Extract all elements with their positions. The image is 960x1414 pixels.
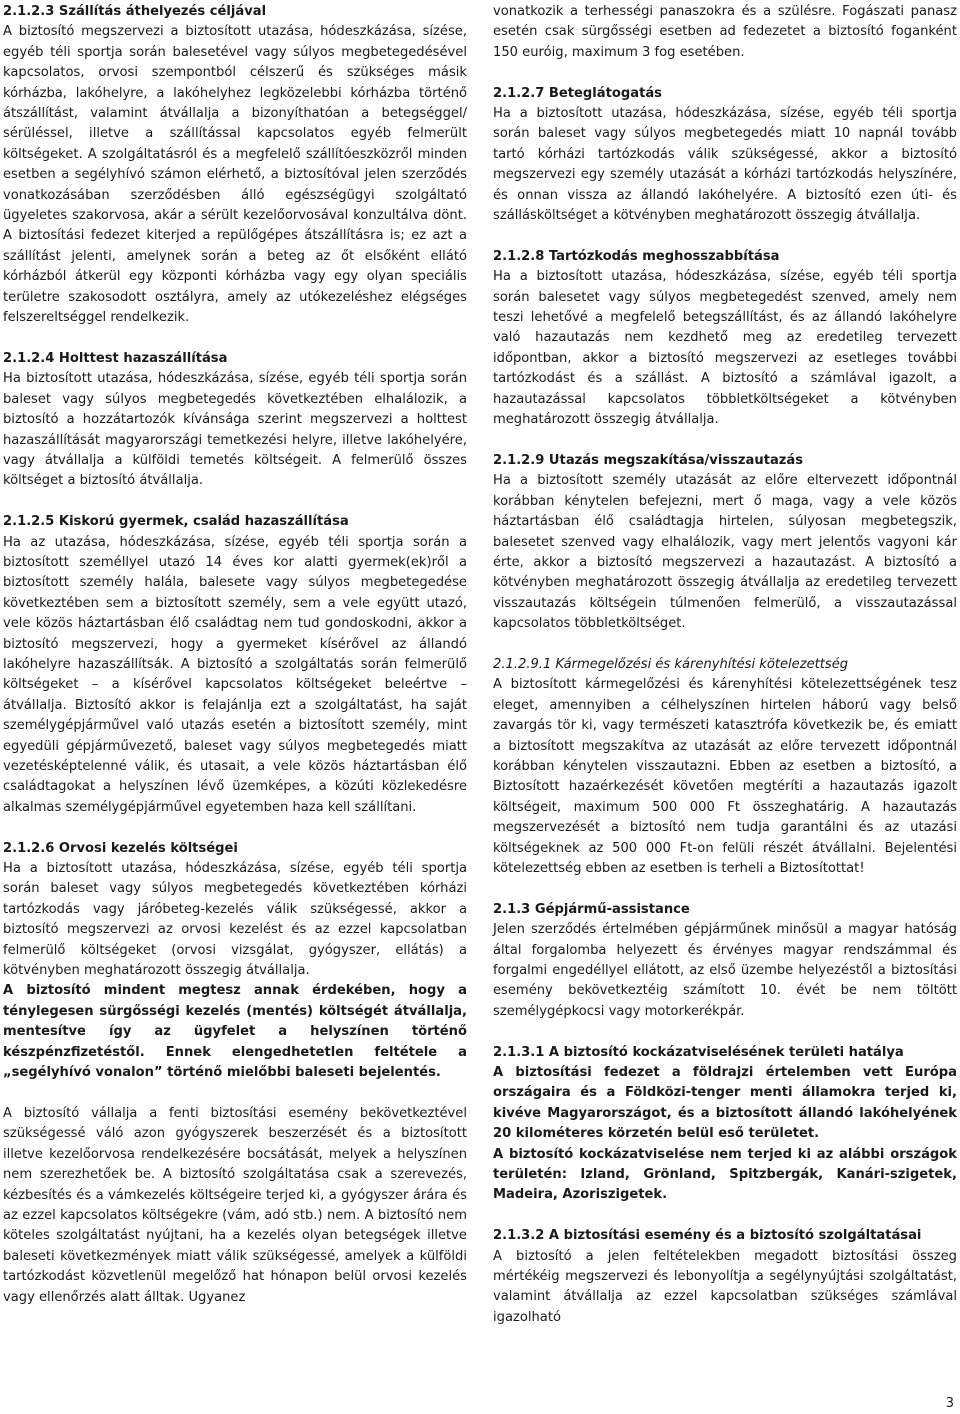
bold-notice: A biztosító mindent megtesz annak érdekében, hogy a ténylegesen sürgősségi kezelés (mentés) költségét átvállalja, mentesítve így az ügyfelet a helyszínen történő készpénzfizetéstől. Ennek elengedhetetlen feltétele a „segélyhívó vonalon” történő mielőbbi baleseti bejelentés. — [3, 983, 467, 1081]
section-2-1-2-9-1 — [493, 655, 957, 879]
section-2-1-2-3 — [3, 2, 467, 329]
section-2-1-3-1 — [493, 1043, 957, 1206]
section-paragraph: Ha a biztosított utazása, hódeszkázása, sízése, egyéb téli sportja során balesetet vagy súlyos megbetegedést szenved, amely nem teszi lehetővé a megfelelő betegszállítást, és az állandó lakóhelyre való hazautazás nem kezdhető meg az eredetileg tervezett időpontban, akkor a biztosító megszervezi az esetleges további tartózkodást és a szállást. A biztosító a számlával igazolt, a hazautazással kapcsolatos többletköltségeket a kötvényben meghatározott összegig átvállalja. — [493, 269, 957, 428]
section-paragraph: A biztosító a jelen feltételekben megadott biztosítási összeg mértékéig megszervezi és lebonyolítja a segélynyújtási szolgáltatást, valamint átvállalja az ezzel kapcsolatban szükséges számlával igazolható — [493, 1248, 957, 1325]
section-heading: 2.1.3.2 A biztosítási esemény és a biztosító szolgáltatásai — [493, 1228, 922, 1244]
section-heading: 2.1.2.6 Orvosi kezelés költségei — [3, 840, 238, 856]
section-2-1-2-9 — [493, 451, 957, 635]
section-heading: 2.1.2.5 Kiskorú gyermek, család hazaszállítása — [3, 514, 349, 530]
section-paragraph: Ha biztosított utazása, hódeszkázása, sízése, egyéb téli sportja során baleset vagy súlyos megbetegedés következtében elhalálozik, a biztosító a hozzátartozók kívánsága szerint megszervezi a holttest hazaszállítását magyarországi temetkezési helyre, illetve lakóhelyére, vagy átvállalja a külföldi temetés költségeit. A felmerülő összes költséget a biztosító átvállalja. — [3, 371, 467, 489]
continued-paragraph: vonatkozik a terhességi panaszokra és a szülésre. Fogászati panasz esetén csak sürgősségi esetben ad fedezetet a biztosító foganként 150 euróig, maximum 3 fog esetében. — [493, 4, 957, 60]
section-paragraph: Ha az utazása, hódeszkázása, sízése, egyéb téli sportja során a biztosított személlyel utazó 14 éves kor alatti gyermek(ek)ről a biztosított személy halála, balesete vagy súlyos megbetegedése következtében sem a biztosított személy, sem a vele együtt utazó, vele közös háztartásban élő családtag nem tud gondoskodni, akkor a biztosító megszervezi, hogy a gyermeket kísérővel az állandó lakóhelyre hazaszállítsák. A biztosító a szolgáltatás során felmerülő költségeket – a kísérővel kapcsolatos költségeket beleértve – átvállalja. Biztosító akkor is felajánlja ezt a szolgáltatást, ha saját személygépjárművel való utazás esetén a biztosított személy, mint egyedüli gépjárművezető, baleset vagy súlyos megbetegedés miatt vezetésképtelenné válik, és utasait, a vele közös háztartásban élő családtagokat a helyszínen lévő üzemképes, a közúti közlekedésre alkalmas személygépjárművel egyetemben haza kell szállítani. — [3, 534, 467, 815]
section-2-1-2-8 — [493, 247, 957, 431]
section-heading: 2.1.3.1 A biztosító kockázatviselésének területi hatálya — [493, 1044, 904, 1060]
section-2-1-2-6 — [3, 839, 467, 1308]
section-2-1-3 — [493, 900, 957, 1022]
section-paragraph: A biztosító megszervezi a biztosított utazása, hódeszkázása, sízése, egyéb téli sportja során balesetével vagy súlyos megbetegedésével kapcsolatos, orvosi szempontból célszerű és szükséges másik kórházba, lakóhelyre, a lakóhelyhez legközelebbi kórházba történő átszállítást, valamint átvállalja a bizonyíthatóan a betegséggel/ sérüléssel, illetve a szállítással kapcsolatos egyéb felmerült költségeket. A szolgáltatásról és a megfelelő szállítóeszközről minden esetben a segélyhívó számon elérhető, a biztosítóval jelen szerződés vonatkozásában szerződésben álló egészségügyi szolgáltató ügyeletes szakorvosa, akár a sérült kezelőorvosával konzultálva dönt. A biztosítási fedezet kiterjed a repülőgépes átszállításra is; ez azt a szállítást jelenti, amelynek során a beteg az őt elsőként ellátó kórházból átkerül egy központi kórházba vagy egy olyan speciális területre szakosodott osztályra, amely az utókezeléshez elégséges felszereltséggel rendelkezik. — [3, 24, 467, 326]
section-paragraph: A biztosított kármegelőzési és kárenyhítési kötelezettségének tesz eleget, amennyiben a célhelyszínen hirtelen háború vagy belső zavargás tör ki, vagy természeti katasztrófa következik be, és emiatt a biztosított megszakítva az utazását az előre tervezett időpontnál korábban kénytelen visszautazni. Ebben az esetben a biztosító, a Biztosított hazaérkezését követően megtéríti a hazautazás igazolt költségeit, maximum 500 000 Ft összeghatárig. A hazautazás megszervezését a biztosító nem tudja garantálni és az utazási költségeknek az 500 000 Ft-on felüli részét átvállalni. Bejelentési kötelezettség ebben az esetben is terheli a Biztosítottat! — [493, 677, 957, 876]
section-2-1-3-2 — [493, 1226, 957, 1328]
section-heading: 2.1.2.8 Tartózkodás meghosszabbítása — [493, 248, 780, 264]
section-2-1-2-7 — [493, 84, 957, 227]
bold-paragraph: A biztosítási fedezet a földrajzi értelemben vett Európa országaira és a Földközi-tenger menti államokra terjed ki, kivéve Magyarországot, és a biztosított állandó lakóhelyének 20 kilométeres körzetén belül eső területet. — [493, 1065, 957, 1142]
bold-paragraph: A biztosító kockázatviselése nem terjed ki az alábbi országok területén: Izland, Grönland, Spitzbergák, Kanári-szigetek, Madeira, Azoriszigetek. — [493, 1146, 957, 1203]
left-column — [3, 2, 467, 1308]
section-heading: 2.1.3 Gépjármű-assistance — [493, 901, 690, 917]
section-paragraph: Ha a biztosított személy utazását az előre eltervezett időpontnál korábban kénytelen befejezni, mert ő maga, vagy a vele közös háztartásban élő családtagja hirtelen, súlyosan megbetegszik, balesetet szenved vagy elhalálozik, vagy mert jelentős vagyoni kár érte, akkor a biztosító megszervezi a hazautazást. A biztosító a kötvényben meghatározott összegig átvállalja az eredetileg tervezett visszautazás költségein túlmenően felmerülő, a visszautazással kapcsolatos többletköltséget. — [493, 473, 957, 632]
section-paragraph: Jelen szerződés értelmében gépjárműnek minősül a magyar hatóság által forgalomba helyezett és érvényes magyar rendszámmal és forgalmi engedéllyel ellátott, az első üzembe helyezéstől a biztosítási esemény bekövetkeztéig számított 10. évét be nem töltött személygépkocsi vagy motorkerékpár. — [493, 922, 957, 1019]
section-2-1-2-5 — [3, 512, 467, 818]
page-number: 3 — [945, 1396, 954, 1411]
section-heading: 2.1.2.3 Szállítás áthelyezés céljával — [3, 4, 267, 19]
section-heading: 2.1.2.9.1 Kármegelőzési és kárenyhítési kötelezettség — [493, 656, 849, 672]
right-column — [493, 2, 957, 1328]
section-paragraph: Ha a biztosított utazása, hódeszkázása, sízése, egyéb téli sportja során baleset vagy súlyos megbetegedés miatt 10 napnál tovább tartó kórházi tartózkodás válik szükségessé, akkor a biztosító megszervezi egy személy utazását a kórházi tartózkodás helyszínére, és onnan vissza az állandó lakóhelyére. A biztosító ezen úti- és szállásköltséget a kötvényben meghatározott összegig átvállalja. — [493, 106, 957, 224]
section-2-1-2-4 — [3, 349, 467, 492]
section-heading: 2.1.2.7 Beteglátogatás — [493, 85, 662, 101]
section-paragraph: Ha a biztosított utazása, hódeszkázása, sízése, egyéb téli sportja során baleset vagy súlyos megbetegedés következtében kórházi tartózkodás vagy járóbeteg-kezelés válik szükségessé, akkor a biztosító megszervezi az orvosi kezelést és az ezzel kapcsolatban felmerülő költségeket (orvosi vizsgálat, gyógyszer, ellátás) a kötvényben meghatározott összegig átvállalja. — [3, 861, 467, 979]
section-heading: 2.1.2.9 Utazás megszakítása/visszautazás — [493, 452, 804, 468]
section-paragraph: A biztosító vállalja a fenti biztosítási esemény bekövetkeztével szükségessé váló azon gyógyszerek beszerzését és a biztosított illetve kezelőorvosa rendelkezésére bocsátását, melyek a helyszínen nem szerezhetőek be. A biztosító szolgáltatása csak a szerevezés, kézbesítés és a vámkezelés költségeire terjed ki, a gyógyszer árára és az ezzel kapcsolatos költségekre (vám, adó stb.) nem. A biztosító nem köteles szolgáltatást nyújtani, ha a kezelés olyan betegségek illetve baleseti következmények miatt válik szükségessé, amelyek a külföldi tartózkodást közvetlenül megelőző hat hónapon belül orvosi kezelés vagy ellenőrzés alatt álltak. Ugyanez — [3, 1105, 467, 1305]
section-heading: 2.1.2.4 Holttest hazaszállítása — [3, 350, 228, 366]
